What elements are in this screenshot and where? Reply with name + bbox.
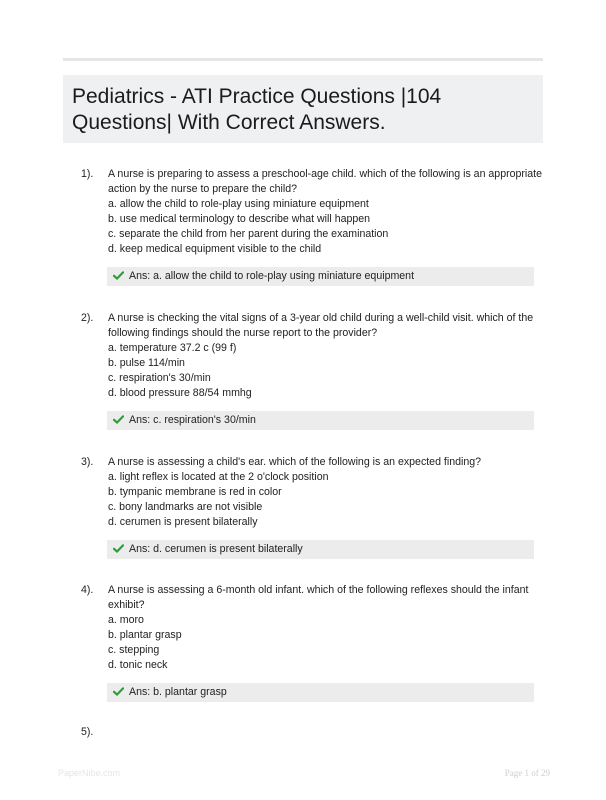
question-item: [63, 167, 543, 257]
question-item: [63, 583, 543, 673]
question-number: 3).: [81, 456, 94, 468]
question-number: 5).: [81, 726, 94, 738]
answer-box: [107, 683, 534, 702]
option-a: a. moro: [108, 614, 144, 626]
option-a: a. light reflex is located at the 2 o'clock position: [108, 471, 329, 483]
question-number: 1).: [81, 168, 94, 180]
option-d: d. blood pressure 88/54 mmhg: [108, 387, 252, 399]
question-item: [63, 455, 543, 530]
answer-box: [107, 267, 534, 286]
question-stem: A nurse is checking the vital signs of a 3-year old child during a well-child visit. which of the following findings should the nurse report to the provider?: [108, 312, 534, 339]
option-b: b. use medical terminology to describe what will happen: [108, 213, 371, 225]
option-d: d. cerumen is present bilaterally: [108, 516, 258, 528]
option-c: c. bony landmarks are not visible: [108, 501, 263, 513]
option-b: b. plantar grasp: [108, 629, 182, 641]
question-item: [63, 311, 543, 401]
question-number: 4).: [81, 584, 94, 596]
option-c: c. respiration's 30/min: [108, 372, 211, 384]
option-b: b. tympanic membrane is red in color: [108, 486, 282, 498]
title-banner: [63, 75, 543, 143]
question-stem: A nurse is assessing a child's ear. which of the following is an expected finding?: [108, 456, 482, 468]
question-body: [108, 583, 543, 673]
option-c: c. stepping: [108, 644, 160, 656]
question-number: 2).: [81, 312, 94, 324]
check-icon: [113, 544, 124, 553]
answer-box: [107, 540, 534, 559]
top-divider: [63, 58, 543, 61]
option-b: b. pulse 114/min: [108, 357, 185, 369]
check-icon: [113, 415, 124, 424]
question-body: [108, 167, 543, 257]
question-body: [108, 455, 543, 530]
answer-text: Ans: a. allow the child to role-play using miniature equipment: [129, 270, 415, 282]
footer-watermark: PaperNibe.com: [58, 768, 121, 778]
check-icon: [113, 271, 124, 280]
check-icon: [113, 687, 124, 696]
question-stem: A nurse is preparing to assess a preschool-age child. which of the following is an appropriate action by the nurse to prepare the child?: [108, 168, 543, 195]
answer-text: Ans: b. plantar grasp: [129, 686, 227, 698]
question-stem: A nurse is assessing a 6-month old infant. which of the following reflexes should the infant exhibit?: [108, 584, 529, 611]
option-d: d. tonic neck: [108, 659, 168, 671]
option-d: d. keep medical equipment visible to the child: [108, 243, 322, 255]
page-number: Page 1 of 29: [504, 768, 550, 778]
option-c: c. separate the child from her parent during the examination: [108, 228, 389, 240]
answer-text: Ans: d. cerumen is present bilaterally: [129, 543, 303, 555]
option-a: a. temperature 37.2 c (99 f): [108, 342, 237, 354]
answer-box: [107, 411, 534, 430]
document-title: Pediatrics - ATI Practice Questions |104 Questions| With Correct Answers.: [72, 85, 442, 134]
option-a: a. allow the child to role-play using miniature equipment: [108, 198, 369, 210]
answer-text: Ans: c. respiration's 30/min: [129, 414, 256, 426]
question-body: [108, 311, 543, 401]
